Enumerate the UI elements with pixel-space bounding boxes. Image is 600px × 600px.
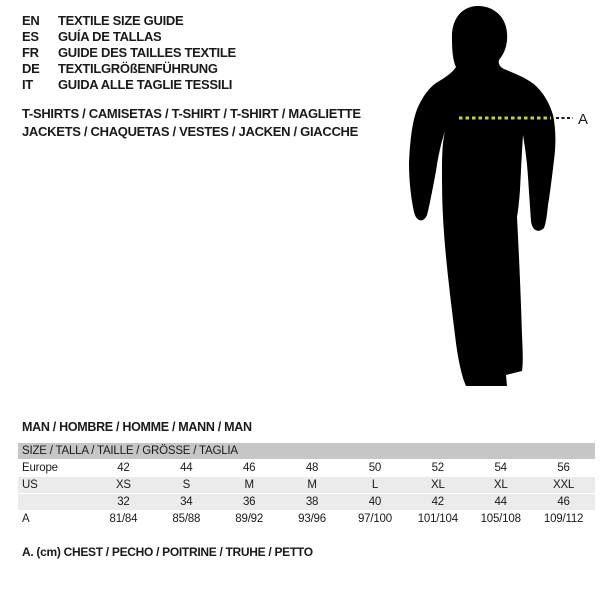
size-table-header: SIZE / TALLA / TAILLE / GRÖSSE / TAGLIA (18, 443, 595, 459)
size-cell: 109/112 (543, 513, 584, 525)
size-cell: 50 (368, 462, 382, 474)
size-cell: 54 (494, 462, 507, 474)
language-code: DE (22, 61, 40, 76)
table-row (18, 477, 595, 494)
language-code: FR (22, 45, 39, 60)
language-label: GUIDE DES TAILLES TEXTILE (58, 45, 236, 60)
size-cell: 36 (242, 496, 256, 508)
section-title: MAN / HOMBRE / HOMME / MANN / MAN (22, 420, 252, 434)
size-cell: 93/96 (298, 513, 326, 525)
size-cell: 42 (117, 462, 130, 474)
language-row (22, 29, 236, 45)
size-cell: 46 (242, 462, 256, 474)
size-cell: XXL (552, 479, 575, 491)
category-line: T-SHIRTS / CAMISETAS / T-SHIRT / T-SHIRT / MAGLIETTE (22, 106, 361, 121)
size-cell: M (244, 479, 254, 491)
row-label: Europe (22, 462, 58, 474)
size-cell: 44 (180, 462, 193, 474)
language-label: GUIDA ALLE TAGLIE TESSILI (58, 77, 233, 92)
table-row (18, 511, 595, 528)
size-cell: 101/104 (417, 513, 458, 525)
size-cell: 44 (494, 496, 507, 508)
size-cell: 40 (368, 496, 382, 508)
size-cell: 48 (305, 462, 319, 474)
size-cell: XS (115, 479, 131, 491)
size-cell: 81/84 (109, 513, 138, 525)
size-cell: 34 (180, 496, 193, 508)
language-code: EN (22, 13, 40, 28)
size-cell: L (371, 479, 379, 491)
language-code: IT (22, 77, 33, 92)
language-list (22, 13, 236, 93)
size-table-body (18, 460, 595, 528)
row-label: US (22, 479, 38, 491)
size-cell: 85/88 (172, 513, 201, 525)
measure-label: A (578, 111, 589, 128)
language-row (22, 77, 236, 93)
category-list (22, 105, 361, 141)
size-cell: 38 (305, 496, 319, 508)
table-row (18, 460, 595, 477)
size-table (18, 443, 595, 528)
size-cell: 97/100 (357, 513, 392, 525)
size-cell: M (307, 479, 317, 491)
language-row (22, 45, 236, 61)
table-row (18, 494, 595, 511)
man-silhouette-figure (402, 5, 600, 390)
size-cell: 32 (117, 496, 130, 508)
size-cell: 46 (557, 496, 570, 508)
size-cell: 56 (557, 462, 570, 474)
size-cell: 52 (431, 462, 445, 474)
language-label: TEXTILGRÖßENFÜHRUNG (58, 61, 218, 76)
row-label: A (22, 513, 30, 525)
language-label: TEXTILE SIZE GUIDE (58, 13, 184, 28)
row-label (18, 494, 92, 510)
category-line: JACKETS / CHAQUETAS / VESTES / JACKEN / GIACCHE (22, 124, 358, 139)
size-cell: 42 (431, 496, 445, 508)
size-cell: 89/92 (235, 513, 264, 525)
language-label: GUÍA DE TALLAS (58, 29, 162, 44)
footnote: A. (cm) CHEST / PECHO / POITRINE / TRUHE / PETTO (22, 545, 313, 559)
language-code: ES (22, 29, 39, 44)
language-row (22, 61, 236, 77)
size-cell: XL (493, 479, 508, 491)
size-cell: XL (430, 479, 445, 491)
size-cell: 105/108 (480, 513, 521, 525)
language-row (22, 13, 236, 29)
size-cell: S (182, 479, 191, 491)
man-silhouette (409, 6, 555, 386)
